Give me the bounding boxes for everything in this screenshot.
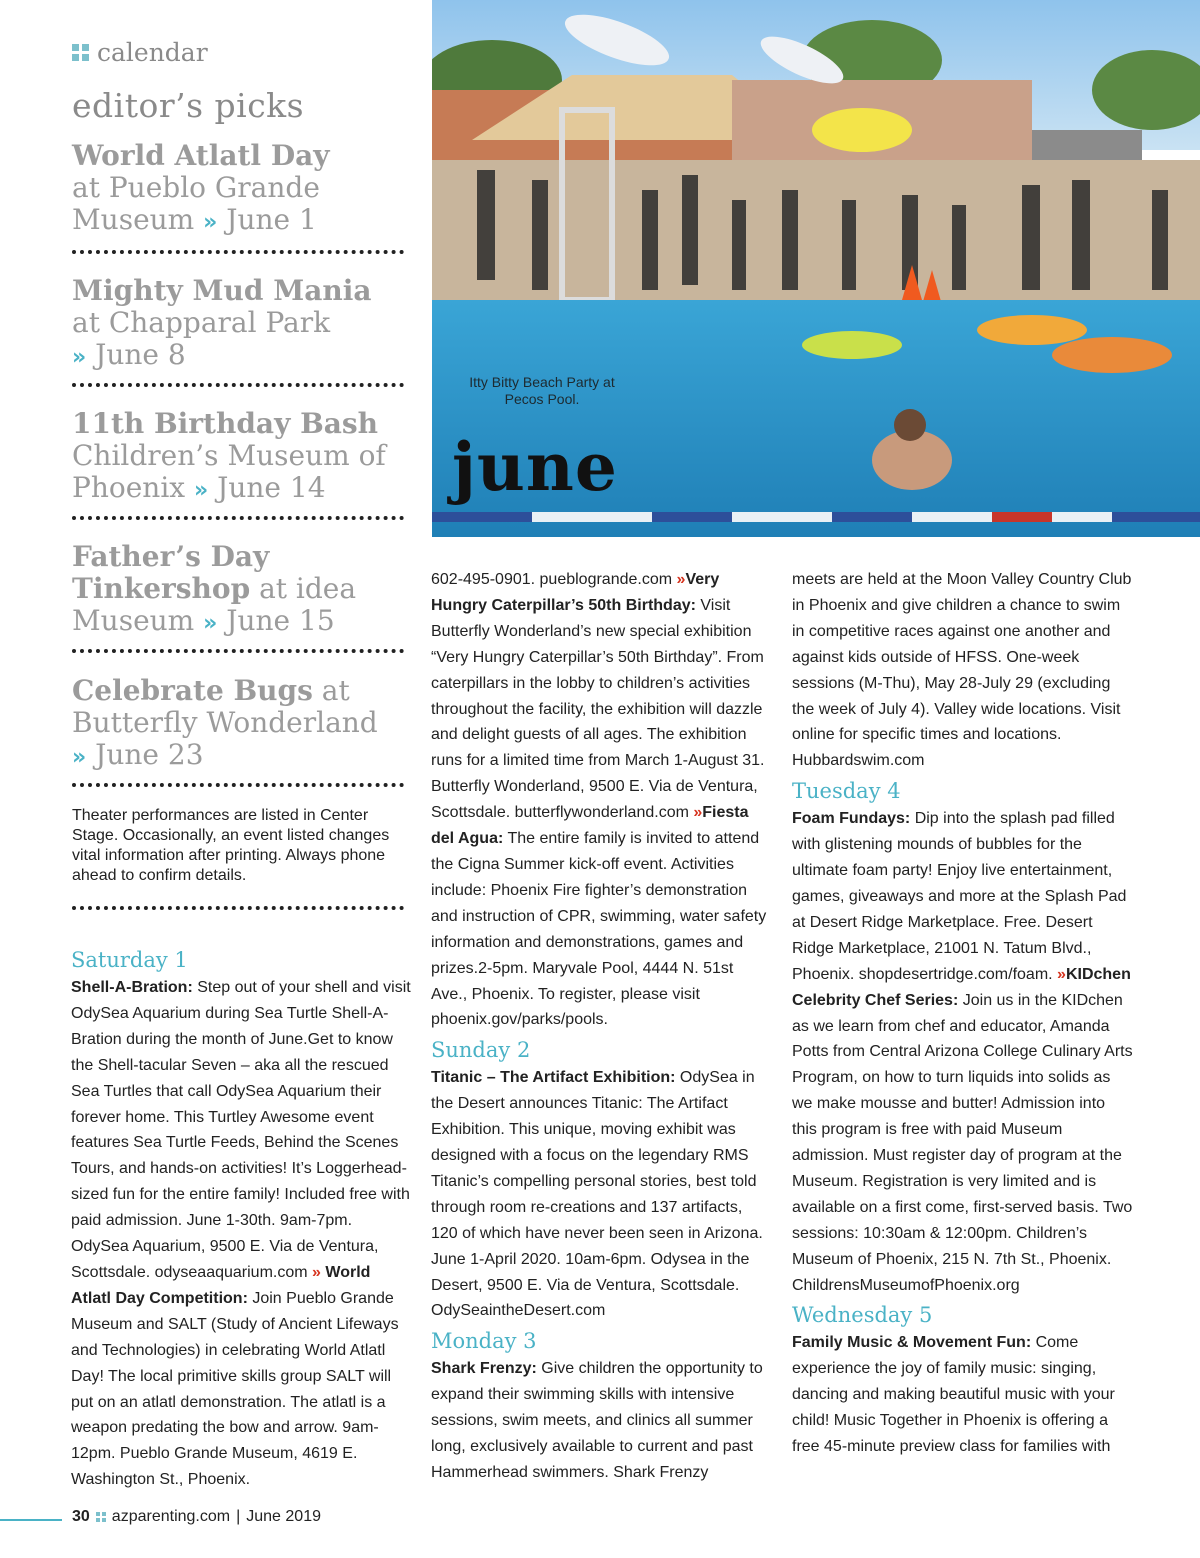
- day-heading: Saturday 1: [71, 948, 188, 972]
- event-title: Family Music & Movement Fun:: [792, 1334, 1032, 1352]
- pick-item: [72, 408, 402, 507]
- double-chevron-icon: »: [312, 1263, 321, 1281]
- event-text: Visit Butterfly Wonderland’s new special exhibition “Very Hungry Caterpillar’s 50th Birthday”. From caterpillars in the lobby to children’s activities throughout the facility, the exhibition will dazzle and delight guests of all ages. The exhibition runs for a limited time from March 1-August 31. Butterfly Wonderland, 9500 E. Via de Ventura, Scottsdale. butterflywonderland.com: [431, 596, 765, 822]
- event-title: Foam Fundays:: [792, 810, 911, 828]
- theater-note: Theater performances are listed in Center Stage. Occasionally, an event listed changes vital information after printing. Always phone ahead to confirm details.: [72, 807, 390, 884]
- pick-title: World Atlatl Day: [72, 139, 330, 172]
- pick-date: June 1: [226, 203, 317, 236]
- pick-date: June 8: [95, 338, 186, 371]
- pick-title: Father’s Day Tinkershop: [72, 540, 270, 605]
- day-heading: Tuesday 4: [792, 779, 901, 804]
- article-column-3: [792, 567, 1134, 1460]
- event-text: 602-495-0901. pueblogrande.com: [431, 571, 673, 588]
- chevron-right-icon: »: [203, 210, 218, 235]
- event-entry: [792, 806, 1134, 1298]
- pick-title: Celebrate Bugs: [72, 674, 313, 707]
- event-text: Dip into the splash pad filled with glistening mounds of bubbles for the ultimate foam party! Enjoy live entertainment, games, giveaways and more at the Splash Pad at Desert Ridge Marketplace. Free. Desert Ridge Marketplace, 21001 N. Tatum Blvd., Phoenix. shopdesertridge.com/foam.: [792, 810, 1127, 983]
- chevron-right-icon: »: [203, 611, 218, 636]
- pick-date: June 15: [226, 604, 335, 637]
- event-title: Shell-A-Bration:: [71, 979, 193, 996]
- site-name: azparenting.com: [111, 1508, 231, 1525]
- event-title: Very Hungry Caterpillar’s 50th Birthday:: [431, 571, 720, 614]
- pick-item: [72, 140, 402, 239]
- issue-date: June 2019: [246, 1508, 321, 1525]
- pick-where: at idea Museum: [72, 572, 357, 637]
- double-chevron-icon: »: [1057, 965, 1066, 983]
- event-entry: [431, 1065, 773, 1324]
- event-title: Titanic – The Artifact Exhibition:: [431, 1069, 676, 1087]
- event-entry: [431, 1356, 773, 1486]
- chevron-right-icon: »: [72, 345, 87, 370]
- event-text: Step out of your shell and visit OdySea Aquarium during Sea Turtle Shell-A-Bration during the month of June.Get to know the Shell-tacular Seven – aka all the rescued Sea Turtles that call OdySea Aquarium their forever home. This Turtley Awesome event features Sea Turtle Feeds, Behind the Scenes Tours, and hands-on activities! It’s Loggerhead-sized fun for the entire family! Included free with paid admission. June 1-30th. 9am-7pm. OdySea Aquarium, 9500 E. Via de Ventura, Scottsdale. odyseaaquarium.com: [71, 979, 411, 1281]
- editors-picks-title: editor’s picks: [72, 86, 305, 125]
- event-text: Give children the opportunity to expand their swimming skills with intensive sessions, swim meets, and clinics all summer long, exclusively available to current and past Hammerhead swimmers. Shark Frenzy: [431, 1360, 763, 1481]
- article-column-2: [431, 567, 773, 1486]
- grid-icon: [96, 1512, 106, 1522]
- pick-where: at Pueblo Grande Museum: [72, 171, 320, 236]
- dotted-divider: [72, 383, 404, 387]
- pick-title: 11th Birthday Bash: [72, 407, 379, 440]
- event-text: meets are held at the Moon Valley Country Club in Phoenix and give children a chance to swim in competitive races against one another and against kids outside of HFSS. One-week sessions (M-Thu), May 28-July 29 (excluding the week of July 4). Valley wide locations. Visit online for specific times and locations. Hubbardswim.com: [792, 571, 1132, 770]
- event-title: Fiesta del Agua:: [431, 804, 749, 848]
- photo-caption: Itty Bitty Beach Party at Pecos Pool.: [469, 374, 615, 407]
- dotted-divider: [72, 783, 404, 787]
- dotted-divider: [72, 649, 404, 653]
- article-column-1: [71, 943, 413, 1493]
- pick-date: June 14: [217, 471, 326, 504]
- double-chevron-icon: »: [676, 571, 686, 588]
- chevron-right-icon: »: [194, 478, 209, 503]
- day-heading: Monday 3: [431, 1329, 537, 1354]
- day-heading: Wednesday 5: [792, 1303, 933, 1328]
- double-chevron-icon: »: [693, 804, 703, 822]
- section-label-text: calendar: [97, 38, 208, 67]
- footer-separator: |: [236, 1508, 241, 1525]
- pick-item: [72, 275, 402, 374]
- event-title: Shark Frenzy:: [431, 1360, 537, 1378]
- chevron-right-icon: »: [72, 745, 87, 770]
- pick-title: Mighty Mud Mania: [72, 274, 372, 307]
- event-text: OdySea in the Desert announces Titanic: The Artifact Exhibition. This unique, moving exhibit was designed with a focus on the legendary RMS Titanic’s compelling personal stories, best told through room re-creations and 137 artifacts, 120 of which have never been seen in Arizona. June 1-April 2020. 10am-6pm. Odysea in the Desert, 9500 E. Via de Ventura, Scottsdale. OdySeaintheDesert.com: [431, 1069, 763, 1320]
- event-text: Join us in the KIDchen as we learn from chef and educator, Amanda Potts from Central Arizona College Culinary Arts Program, on how to turn liquids into solids as we make mousse and butter! Admission into this program is free with paid Museum admission. Must register day of program at the Museum. Registration is very limited and is available on a first come, first-served basis. Two sessions: 10:30am & 12:00pm. Children’s Museum of Phoenix, 215 N. 7th St., Phoenix. ChildrensMuseumofPhoenix.org: [792, 991, 1133, 1294]
- event-entry: [792, 1330, 1134, 1460]
- dotted-divider: [72, 906, 404, 910]
- dotted-divider: [72, 250, 404, 254]
- event-title: KIDchen Celebrity Chef Series:: [792, 965, 1131, 1009]
- pick-where: Children’s Museum of Phoenix: [72, 439, 386, 504]
- pick-where: at Butterfly Wonderland: [72, 674, 378, 739]
- pick-where: at Chapparal Park: [72, 306, 331, 339]
- event-title: World Atlatl Day Competition:: [71, 1263, 371, 1307]
- event-text: The entire family is invited to attend the Cigna Summer kick-off event. Activities include: Phoenix Fire fighter’s demonstration and instruction of CPR, swimming, water safety information and demonstrations, games and prizes.2-5pm. Maryvale Pool, 4444 N. 51st Ave., Phoenix. To register, please visit phoenix.gov/parks/pools.: [431, 830, 767, 1029]
- event-entry: [71, 975, 413, 1493]
- footer-rule: [0, 1519, 62, 1521]
- page-footer: [72, 1508, 321, 1526]
- event-text: Join Pueblo Grande Museum and SALT (Study of Ancient Lifeways and Technologies) in celebrating World Atlatl Day! The local primitive skills group SALT will put on an atlatl demonstration. The atlatl is a weapon predating the bow and arrow. 9am-12pm. Pueblo Grande Museum, 4619 E. Washington St., Phoenix.: [71, 1289, 399, 1489]
- pick-item: [72, 675, 402, 774]
- event-entry: [431, 567, 773, 1033]
- pick-item: [72, 541, 402, 640]
- month-heading: june: [452, 428, 618, 506]
- event-text: Come experience the joy of family music: singing, dancing and making beautiful music with your child! Music Together in Phoenix is offering a free 45-minute preview class for families with: [792, 1334, 1115, 1456]
- dotted-divider: [72, 516, 404, 520]
- event-entry: [792, 567, 1134, 774]
- grid-icon: [72, 44, 89, 61]
- day-heading: Sunday 2: [431, 1038, 531, 1063]
- page-number: 30: [72, 1508, 90, 1525]
- pick-date: June 23: [95, 738, 204, 771]
- section-label: [72, 38, 208, 67]
